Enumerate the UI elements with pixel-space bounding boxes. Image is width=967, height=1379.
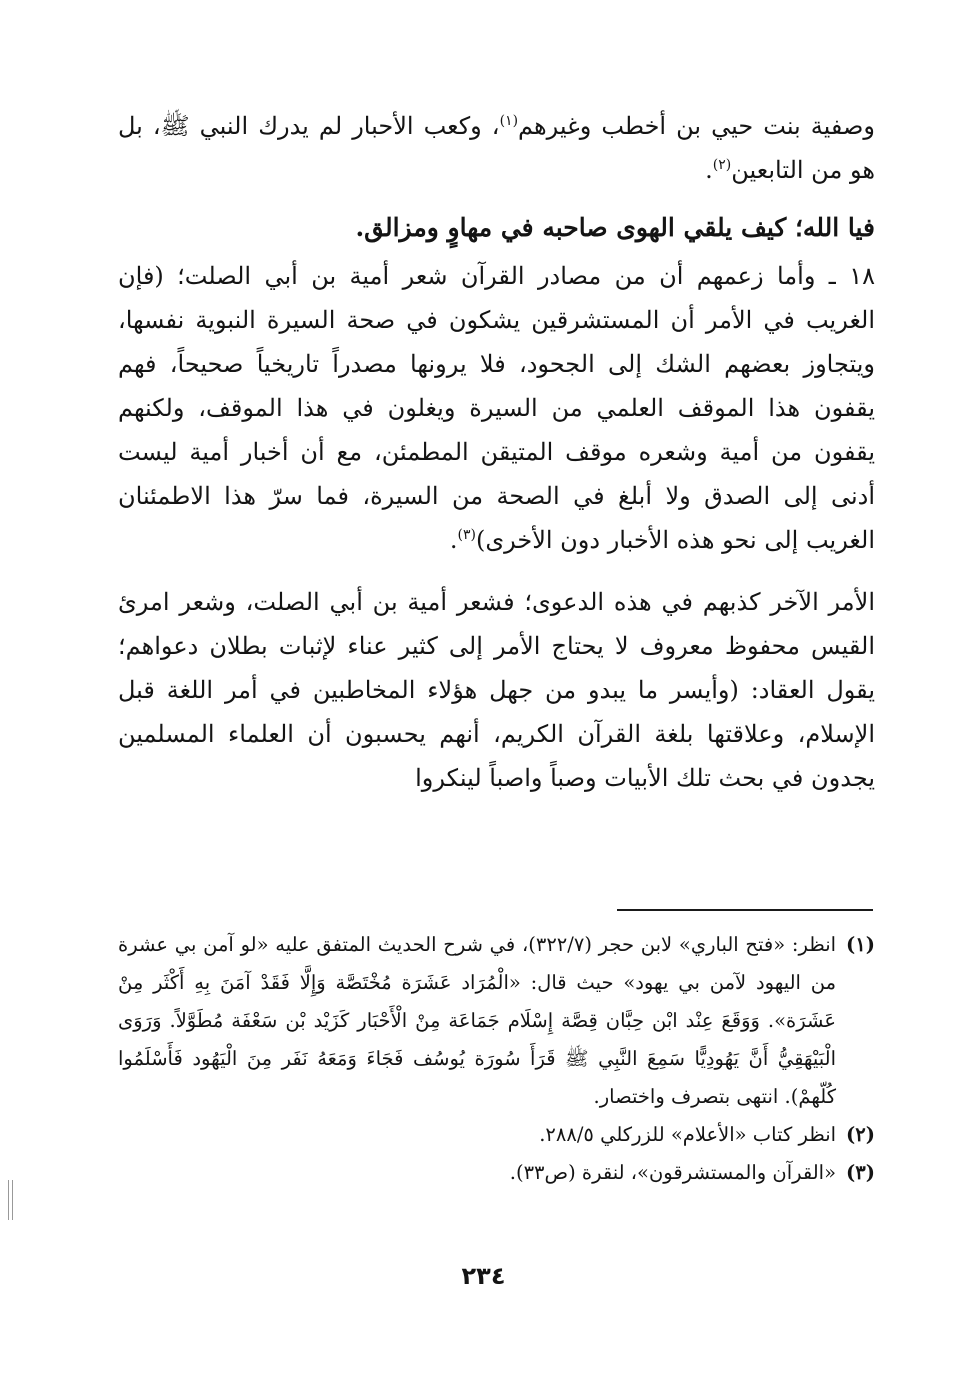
footnote-2 xyxy=(118,1116,875,1154)
footnote-ref-2[interactable]: (٢) xyxy=(712,157,732,173)
footnote-number: (٢) xyxy=(846,1123,875,1146)
page-number: ٢٣٤ xyxy=(461,1262,506,1290)
paragraph-3: الأمر الآخر كذبهم في هذه الدعوى؛ فشعر أمية بن أبي الصلت، وشعر امرئ القيس محفوظ معروف لا يحتاج الأمر إلى كثير عناء لإثبات بطلان دعواهم؛ يقول العقاد: (وأيسر ما يبدو من جهل هؤلاء المخاطبين في أمر اللغة قبل الإسلام، وعلاقتها بلغة القرآن الكريم، أنهم يحسبون أن العلماء المسلمين يجدون في بحث تلك الأبيات وصباً واصباً لينكروا xyxy=(118,588,876,792)
paragraph-2-text: ١٨ ـ وأما زعمهم أن من مصادر القرآن شعر أمية بن أبي الصلت؛ (فإن الغريب في الأمر أن المستشرقين يشكون في صحة السيرة النبوية نفسها، ويتجاوز بعضهم الشك إلى الجحود، فلا يرونها مصدراً تاريخياً صحيحاً، فهم يقفون هذا الموقف العلمي من السيرة ويغلون في هذا الموقف، ولكنهم يقفون من أمية وشعره موقف المتيقن المطمئن، مع أن أخبار أمية ليست أدنى إلى الصدق ولا أبلغ في الصحة من السيرة، فما سرّ هذا الاطمئنان الغريب إلى نحو هذه الأخبار دون الأخرى) xyxy=(118,262,876,554)
paragraph-2-end: . xyxy=(449,526,458,554)
footnote-ref-1[interactable]: (١) xyxy=(499,113,519,129)
footnote-1 xyxy=(118,926,875,1116)
footnote-3 xyxy=(118,1154,875,1192)
footnote-number: (١) xyxy=(846,933,875,956)
scan-margin-mark xyxy=(8,1180,13,1220)
footnote-text: انظر كتاب «الأعلام» للزركلي ٢٨٨/٥. xyxy=(539,1123,837,1146)
paragraph-1-text: وصفية بنت حيي بن أخطب وغيرهم xyxy=(518,112,876,140)
footnote-separator xyxy=(617,909,873,911)
footnote-text: انظر: «فتح الباري» لابن حجر (٣٢٢/٧)، في شرح الحديث المتفق عليه «لو آمن بي عشرة من اليهود لآمن بي يهود» حيث قال: «الْمُرَاد عَشَرَة مُخْتَصَّة وَإِلَّا فَقَدْ آمَنَ بِهِ أَكْثَر مِنْ عَشَرَة». وَوَقَعَ عِنْد ابْن حِبَّان قِصَّة إِسْلَام جَمَاعَة مِنْ الْأَحْبَار كَزَيْد بْن سَعْفَة مُطَوَّلاً. وَرَوَى الْبَيْهَقِيُّ أَنَّ يَهُودِيًّا سَمِعَ النَّبِي ﷺ قَرَأَ سُورَة يُوسُف فَجَاءَ وَمَعَهُ نَفَر مِنَ الْيَهُود فَأَسْلَمُوا كُلّهمْ). انتهى بتصرف واختصار. xyxy=(118,933,837,1108)
paragraph-1 xyxy=(118,104,875,192)
paragraph-1-text-2: ، وكعب الأحبار لم يدرك النبي ﷺ، بل هو من التابعين xyxy=(118,112,875,184)
paragraph-1-end: . xyxy=(705,156,713,184)
paragraph-2 xyxy=(118,254,875,562)
section-heading: فيا الله؛ كيف يلقي الهوى صاحبه في مهاوٍ ومزالق. xyxy=(355,213,875,242)
footnote-number: (٣) xyxy=(846,1161,875,1184)
main-text xyxy=(118,104,875,800)
footnote-text: «القرآن والمستشرقون»، لنقرة (ص٣٣). xyxy=(509,1161,837,1184)
footnote-ref-3[interactable]: (٣) xyxy=(457,527,476,543)
footnotes xyxy=(118,926,875,1192)
